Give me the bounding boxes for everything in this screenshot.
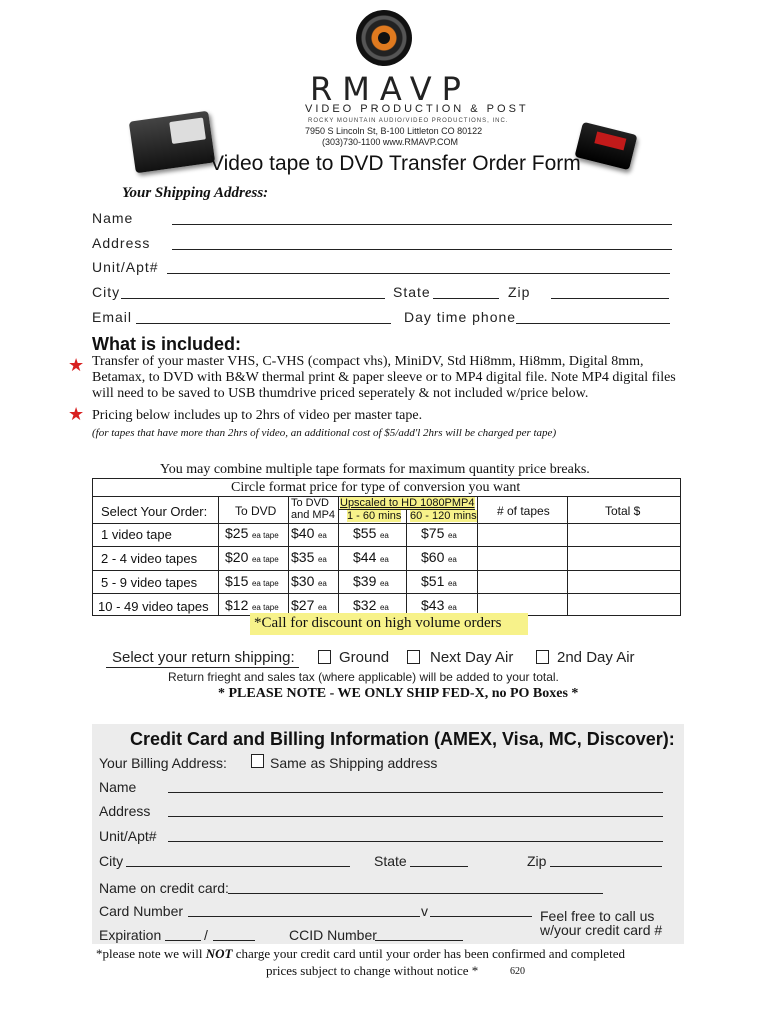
billing-heading: Credit Card and Billing Information (AMEX, Visa, MC, Discover): <box>130 729 675 749</box>
ship-unit-label: Unit/Apt# <box>92 259 159 275</box>
extra-cost-note: (for tapes that have more than 2hrs of video, an additional cost of $5/add'l 2hrs will be charged per tape) <box>92 427 557 439</box>
price-dvd-mp4[interactable]: $40 ea <box>291 525 327 541</box>
col-60-mins: 1 - 60 mins <box>347 510 402 522</box>
company-contact: (303)730-1100 www.RMAVP.COM <box>322 137 459 147</box>
bill-name-field[interactable] <box>168 781 663 793</box>
card-number-label: Card Number <box>99 903 184 919</box>
logo-center <box>378 32 390 44</box>
price-hd-60[interactable]: $44 ea <box>353 549 389 565</box>
same-as-shipping-label: Same as Shipping address <box>270 755 438 771</box>
price-hd-60[interactable]: $55 ea <box>353 525 389 541</box>
col-to-dvd: To DVD <box>235 504 277 518</box>
bill-zip-label: Zip <box>527 853 547 869</box>
price-dvd[interactable]: $25 ea tape <box>225 525 279 541</box>
price-dvd-mp4[interactable]: $27 ea <box>291 597 327 613</box>
included-paragraph: Transfer of your master VHS, C-VHS (compact vhs), MiniDV, Std Hi8mm, Hi8mm, Digital 8mm, Betamax, to DVD with B&W thermal print & paper sleeve or to MP4 digital file. Note MP4 digital files will need to be saved to USB thumdrive priced seperately & not included w/price below. <box>92 354 676 401</box>
billing-address-label: Your Billing Address: <box>99 755 227 771</box>
price-dvd[interactable]: $20 ea tape <box>225 549 279 565</box>
price-hd-60[interactable]: $32 ea <box>353 597 389 613</box>
ship-email-field[interactable] <box>136 312 391 324</box>
price-dvd-mp4[interactable]: $30 ea <box>291 573 327 589</box>
col-total: Total $ <box>605 504 641 518</box>
vhs-tape-image <box>129 111 215 174</box>
bill-zip-field[interactable] <box>550 855 662 867</box>
col-upscaled: Upscaled to HD 1080PMP4 <box>340 497 475 509</box>
shipping-heading: Your Shipping Address: <box>122 185 269 201</box>
same-as-shipping-checkbox[interactable] <box>251 754 264 768</box>
col-tapes: # of tapes <box>497 504 550 518</box>
ground-label: Ground <box>339 649 390 666</box>
price-hd-120[interactable]: $43 ea <box>421 597 457 613</box>
price-dvd[interactable]: $12 ea tape <box>225 597 279 613</box>
second-day-label: 2nd Day Air <box>557 649 635 666</box>
return-shipping-label: Select your return shipping: <box>106 649 299 668</box>
company-fullname: ROCKY MOUNTAIN AUDIO/VIDEO PRODUCTIONS, INC. <box>308 118 509 124</box>
call-discount-note: *Call for discount on high volume orders <box>254 615 502 631</box>
included-heading: What is included: <box>92 334 242 354</box>
next-day-checkbox[interactable] <box>407 650 420 664</box>
call-note-line2: w/your credit card # <box>540 922 663 938</box>
freight-note: Return frieght and sales tax (where applicable) will be added to your total. <box>168 670 559 684</box>
second-day-checkbox[interactable] <box>536 650 549 664</box>
bill-address-label: Address <box>99 803 151 819</box>
charge-note: *please note we will NOT charge your credit card until your order has been confirmed and completed <box>96 946 625 961</box>
ship-zip-field[interactable] <box>551 287 669 299</box>
card-extra-field[interactable] <box>430 905 532 917</box>
ship-state-label: State <box>393 284 431 300</box>
price-change-note: prices subject to change without notice * <box>266 963 479 978</box>
combine-note: You may combine multiple tape formats for maximum quantity price breaks. <box>160 462 590 477</box>
bill-state-field[interactable] <box>410 855 468 867</box>
call-note-line1: Feel free to call us <box>540 908 655 924</box>
form-title: Video tape to DVD Transfer Order Form <box>210 152 581 175</box>
col-dvd-mp4-line1: To DVD <box>291 497 329 509</box>
ship-zip-label: Zip <box>508 284 531 300</box>
next-day-label: Next Day Air <box>430 649 514 666</box>
bill-name-label: Name <box>99 779 137 795</box>
fedex-note: * PLEASE NOTE - WE ONLY SHIP FED-X, no PO Boxes * <box>218 686 579 701</box>
ship-city-label: City <box>92 284 121 300</box>
row-label: 1 video tape <box>101 527 172 542</box>
price-hd-120[interactable]: $51 ea <box>421 573 457 589</box>
company-name: RMAVP <box>310 70 471 108</box>
bill-city-label: City <box>99 853 124 869</box>
ship-city-field[interactable] <box>121 287 385 299</box>
pricing-includes-note: Pricing below includes up to 2hrs of video per master tape. <box>92 408 423 423</box>
row-label: 10 - 49 video tapes <box>98 599 209 614</box>
price-dvd[interactable]: $15 ea tape <box>225 573 279 589</box>
star-icon: ★ <box>68 355 85 375</box>
ship-address-label: Address <box>92 235 151 251</box>
bill-unit-field[interactable] <box>168 830 663 842</box>
ship-phone-label: Day time phone <box>404 309 517 325</box>
expiration-month-field[interactable] <box>165 929 201 941</box>
star-icon: ★ <box>68 404 85 424</box>
ship-address-field[interactable] <box>172 238 672 250</box>
price-hd-120[interactable]: $60 ea <box>421 549 457 565</box>
name-on-card-label: Name on credit card: <box>99 880 229 896</box>
name-on-card-field[interactable] <box>228 882 603 894</box>
pricing-table <box>92 478 681 616</box>
ship-state-field[interactable] <box>433 287 499 299</box>
col-120-mins: 60 - 120 mins <box>410 510 477 522</box>
ship-name-field[interactable] <box>172 213 672 225</box>
price-hd-60[interactable]: $39 ea <box>353 573 389 589</box>
ship-unit-field[interactable] <box>167 262 670 274</box>
select-order-header: Select Your Order: <box>101 504 208 519</box>
row-label: 2 - 4 video tapes <box>101 551 198 566</box>
col-dvd-mp4-line2: and MP4 <box>291 509 336 521</box>
bill-unit-label: Unit/Apt# <box>99 828 157 844</box>
ccid-label: CCID Number <box>289 927 377 943</box>
card-number-field[interactable] <box>188 905 420 917</box>
company-tagline: VIDEO PRODUCTION & POST <box>305 103 529 115</box>
card-v-label: v <box>421 903 428 919</box>
bill-state-label: State <box>374 853 407 869</box>
expiration-label: Expiration <box>99 927 162 943</box>
ccid-field[interactable] <box>375 929 463 941</box>
company-address: 7950 S Lincoln St, B-100 Littleton CO 80122 <box>305 126 483 136</box>
ship-email-label: Email <box>92 309 133 325</box>
bill-city-field[interactable] <box>126 855 350 867</box>
row-label: 5 - 9 video tapes <box>101 575 198 590</box>
bill-address-field[interactable] <box>168 805 663 817</box>
circle-note: Circle format price for type of conversion you want <box>231 480 521 495</box>
price-hd-120[interactable]: $75 ea <box>421 525 457 541</box>
minidv-tape-image <box>574 122 637 170</box>
price-dvd-mp4[interactable]: $35 ea <box>291 549 327 565</box>
expiration-year-field[interactable] <box>213 929 255 941</box>
ground-checkbox[interactable] <box>318 650 331 664</box>
expiration-slash: / <box>204 927 208 943</box>
ship-name-label: Name <box>92 210 134 226</box>
ship-phone-field[interactable] <box>516 312 670 324</box>
form-code: 620 <box>510 966 525 977</box>
